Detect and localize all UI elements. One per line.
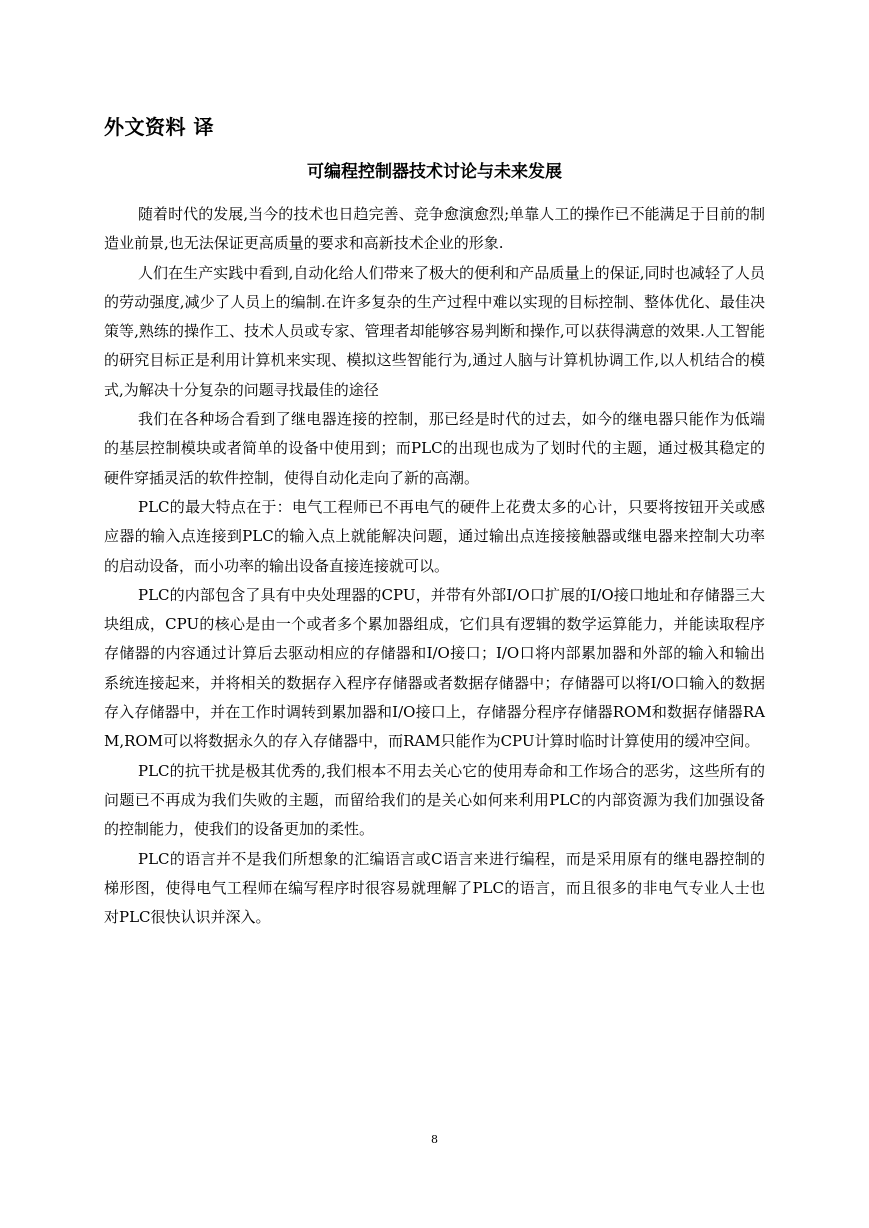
page-number: 8 [431,1133,438,1146]
paragraph: PLC的最大特点在于：电气工程师已不再电气的硬件上花费太多的心计，只要将按钮开关或感应器的输入点连接到PLC的输入点上就能解决问题，通过输出点连接接触器或继电器来控制大功率的启动设备，而小功率的输出设备直接连接就可以。 [104,497,765,575]
paragraph: PLC的内部包含了具有中央处理器的CPU，并带有外部I/O口扩展的I/O接口地址和存储器三大块组成，CPU的核心是由一个或者多个累加器组成，它们具有逻辑的数学运算能力，并能读取程序存储器的内容通过计算后去驱动相应的存储器和I/O接口；I/O口将内部累加器和外部的输入和输出系统连接起来，并将相关的数据存入程序存储器或者数据存储器中；存储器可以将I/O口输入的数据存入存储器中，并在工作时调转到累加器和I/O接口上，存储器分程序存储器ROM和数据存储器RAM,ROM可以将数据永久的存入存储器中，而RAM只能作为CPU计算时临时计算使用的缓冲空间。 [104,585,765,751]
paragraph: PLC的抗干扰是极其优秀的,我们根本不用去关心它的使用寿命和工作场合的恶劣，这些所有的问题已不再成为我们失败的主题，而留给我们的是关心如何来利用PLC的内部资源为我们加强设备的控制能力，使我们的设备更加的柔性。 [104,761,765,839]
paragraph: PLC的语言并不是我们所想象的汇编语言或C语言来进行编程，而是采用原有的继电器控制的梯形图，使得电气工程师在编写程序时很容易就理解了PLC的语言，而且很多的非电气专业人士也对PLC很快认识并深入。 [104,849,765,927]
paragraph: 人们在生产实践中看到,自动化给人们带来了极大的便利和产品质量上的保证,同时也减轻了人员的劳动强度,减少了人员上的编制.在许多复杂的生产过程中难以实现的目标控制、整体优化、最佳决策等,熟练的操作工、技术人员或专家、管理者却能够容易判断和操作,可以获得满意的效果.人工智能的研究目标正是利用计算机来实现、模拟这些智能行为,通过人脑与计算机协调工作,以人机结合的模式,为解决十分复杂的问题寻找最佳的途径 [104,263,765,399]
document-title: 可编程控制器技术讨论与未来发展 [307,162,562,182]
section-heading: 外文资料 译 [104,115,214,139]
paragraph: 随着时代的发展,当今的技术也日趋完善、竞争愈演愈烈;单靠人工的操作已不能满足于目前的制造业前景,也无法保证更高质量的要求和高新技术企业的形象. [104,205,765,253]
paragraph: 我们在各种场合看到了继电器连接的控制，那已经是时代的过去，如今的继电器只能作为低端的基层控制模块或者简单的设备中使用到；而PLC的出现也成为了划时代的主题，通过极其稳定的硬件穿插灵活的软件控制，使得自动化走向了新的高潮。 [104,410,765,487]
body-text [104,200,765,932]
